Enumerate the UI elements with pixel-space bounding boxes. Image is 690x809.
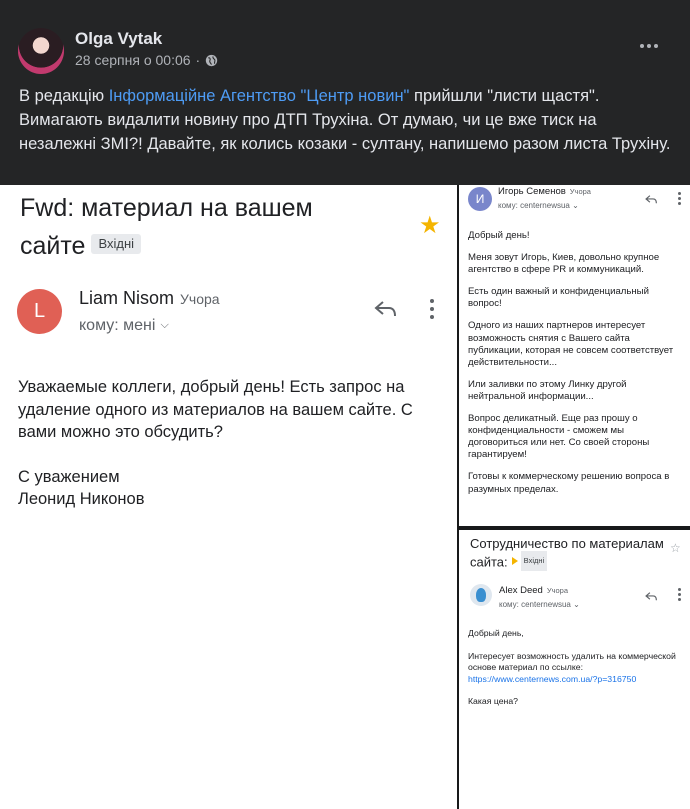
more-options-button[interactable] [635, 34, 663, 58]
chevron-down-icon[interactable]: ⌵ [160, 319, 169, 331]
sender-name [498, 186, 591, 197]
article-link[interactable]: https://www.centernews.com.ua/?p=316750 [468, 673, 637, 684]
recipient-text: кому: мені [79, 317, 156, 334]
sender-name-text: Alex Deed [499, 585, 543, 596]
author-avatar[interactable] [18, 28, 64, 74]
email-subject-text: Сотрудничество по материалам сайта: [470, 536, 664, 570]
reply-icon[interactable] [645, 591, 658, 602]
star-icon[interactable]: ☆ [670, 541, 681, 555]
sender-name [499, 585, 568, 596]
email-subject-text: Fwd: материал на вашем сайте [20, 194, 313, 260]
email-time: Учора [569, 187, 591, 196]
email-paragraph: Добрый день! [468, 230, 530, 241]
email-body [468, 628, 684, 719]
email-screenshot-main [0, 185, 457, 809]
email-greeting: Добрый день, [468, 628, 524, 638]
recipient[interactable] [498, 201, 579, 210]
email-subject [470, 535, 670, 573]
sender-avatar: И [468, 187, 492, 211]
email-paragraph: Вопрос деликатный. Еще раз прошу о конфиденциальности - сможем мы договориться или нет. Со своей стороны гарантируем! [468, 413, 650, 461]
star-icon[interactable]: ★ [419, 212, 441, 239]
email-signature-2: Леонид Никонов [18, 490, 145, 508]
chevron-down-icon[interactable]: ⌄ [572, 201, 579, 210]
sender-name [79, 288, 220, 309]
recipient[interactable] [499, 600, 580, 609]
email-paragraph: Меня зовут Игорь, Киев, довольно крупное агентство в сфере PR и коммуникаций. [468, 252, 660, 276]
author-name[interactable]: Olga Vytak [75, 29, 163, 48]
email-subject [20, 189, 360, 265]
recipient-text: кому: centernewsua [499, 600, 571, 609]
email-screenshot-right-top [459, 185, 690, 526]
email-paragraph: Или заливки по этому Линку другой нейтральной информации... [468, 378, 627, 402]
post-meta [75, 52, 218, 68]
email-paragraph: Готовы к коммерческому решению вопроса в разумных пределах. [468, 471, 670, 495]
email-paragraph [468, 651, 684, 686]
email-time: Учора [546, 586, 569, 595]
email-paragraph-text: Интересует возможность удалить на коммерческой основе материал по ссылке: [468, 650, 676, 672]
reply-icon[interactable] [645, 194, 658, 205]
reply-icon[interactable] [374, 299, 398, 319]
sender-name-text: Игорь Семенов [498, 186, 566, 197]
inbox-badge[interactable]: Вхідні [91, 234, 141, 254]
email-signature-1: С уважением [18, 467, 120, 486]
post-timestamp[interactable]: 28 серпня о 00:06 [75, 52, 191, 68]
recipient-text: кому: centernewsua [498, 201, 570, 210]
email-paragraph: Есть один важный и конфиденциальный вопрос! [468, 286, 649, 310]
email-body-paragraph: Уважаемые коллеги, добрый день! Есть запрос на удаление одного из материалов на вашем сайте. С вами можно это обсудить? [18, 378, 413, 441]
recipient[interactable] [79, 317, 169, 335]
meta-separator: · [195, 52, 201, 68]
chevron-down-icon[interactable]: ⌄ [573, 600, 580, 609]
email-body [18, 376, 428, 511]
sender-name-text: Liam Nisom [79, 288, 175, 308]
email-paragraph: Одного из наших партнеров интересует возможность снятия с Вашего сайта публикации, которая не совсем соответствует действительности... [468, 320, 674, 368]
more-vertical-icon[interactable] [678, 192, 682, 205]
sender-avatar [470, 584, 492, 606]
email-body [468, 230, 684, 506]
email-time: Учора [180, 291, 220, 307]
post-text-pre: В редакцію [19, 87, 109, 105]
sender-avatar: L [17, 289, 62, 334]
importance-marker-icon[interactable] [512, 557, 518, 565]
agency-link[interactable]: Інформаційне Агентство "Центр новин" [108, 87, 410, 105]
post-text [19, 84, 674, 156]
more-vertical-icon[interactable] [429, 299, 435, 319]
globe-icon [205, 54, 218, 67]
post-header [0, 0, 690, 185]
post-text-post: прийшли "листи щастя". Вимагають видалити новину про ДТП Трухіна. От думаю, чи це вже тиск на незалежні ЗМІ?! Давайте, як колись козаки - султану, напишемо разом листа Трухіну. [19, 87, 671, 153]
email-question: Какая цена? [468, 696, 519, 706]
more-vertical-icon[interactable] [678, 588, 682, 601]
inbox-badge[interactable]: Вхідні [521, 551, 548, 571]
email-screenshot-right-bottom [459, 530, 690, 809]
